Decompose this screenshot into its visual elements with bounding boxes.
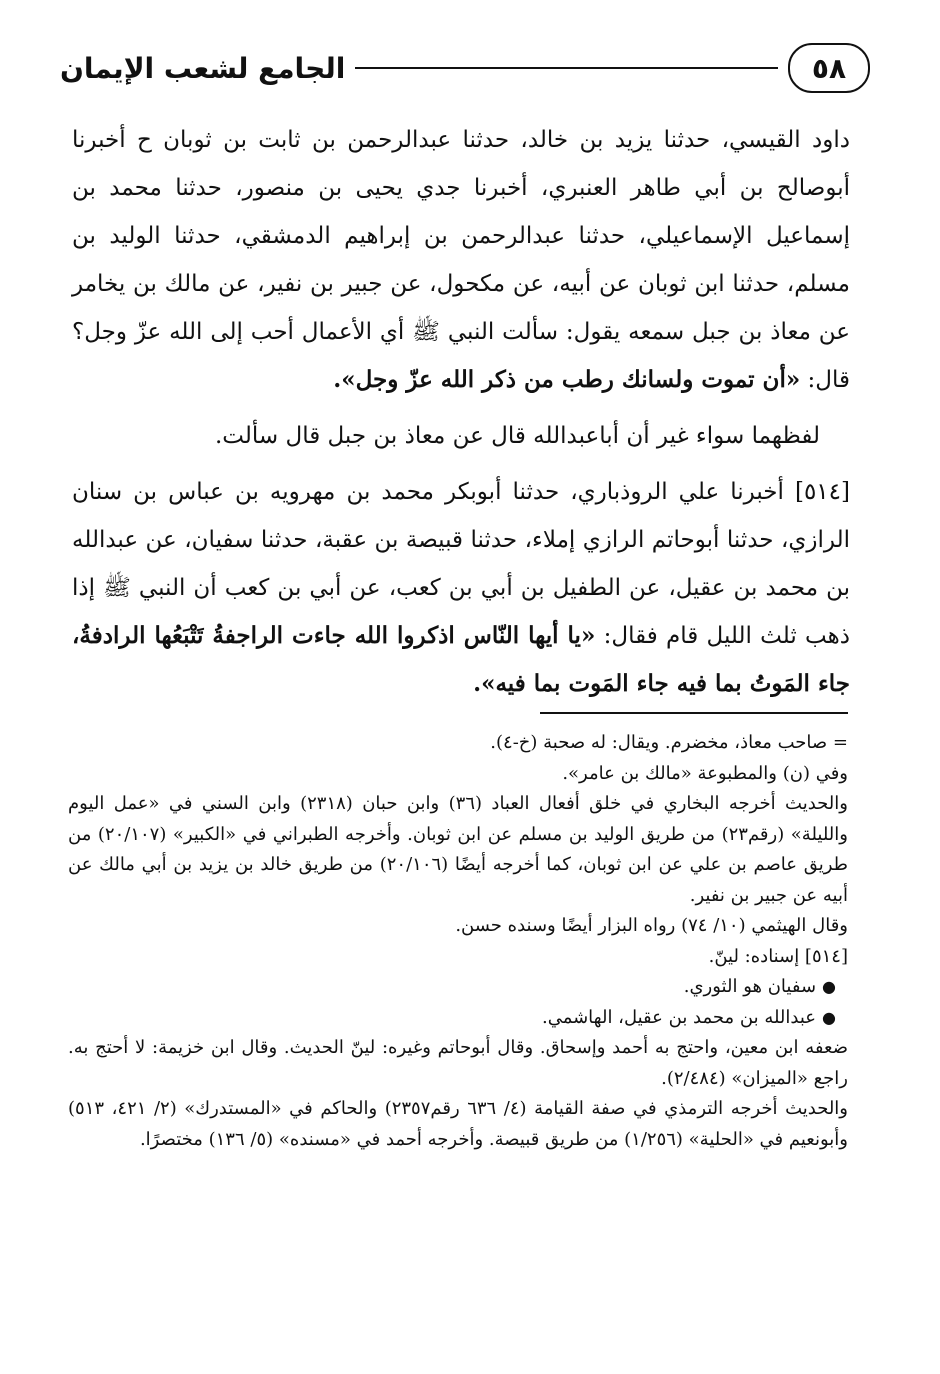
header-rule	[355, 67, 778, 69]
footnote-bullet-item	[68, 972, 848, 1003]
footnote-bullet-text: عبدالله بن محمد بن عقيل، الهاشمي.	[541, 1006, 817, 1028]
footnote-line: ضعفه ابن معين، واحتج به أحمد وإسحاق. وقال أبوحاتم وغيره: لينّ الحديث. وقال ابن خزيمة: لا أحتج به. راجع «الميزان» (٢/٤٨٤).	[68, 1037, 848, 1089]
footnote-bullet-item	[68, 1003, 848, 1034]
footnote-line: والحديث أخرجه البخاري في خلق أفعال العباد (٣٦) وابن حبان (٢٣١٨) وابن السني في «عمل اليوم والليلة» (رقم٢٣) من طريق الوليد بن مسلم عن ابن ثوبان. وأخرجه الطبراني في «الكبير» (٢٠/١٠٧) من طريق عاصم بن علي عن ابن ثوبان، كما أخرجه أيضًا (٢٠/١٠٦) من طريق خالد بن يزيد بن أبي مالك عن أبيه عن جبير بن نفير.	[68, 793, 848, 906]
paragraph-3-text: [٥١٤] أخبرنا علي الروذباري، حدثنا أبوبكر محمد بن مهرويه بن عباس بن سنان الرازي، حدثنا أبوحاتم الرازي إملاء، حدثنا قبيصة بن عقبة، حدثنا سفيان، عن عبدالله بن محمد بن عقيل، عن الطفيل بن أبي بن كعب، عن أبي بن كعب أن النبي ﷺ إذا ذهب ثلث الليل قام فقال:	[72, 479, 851, 649]
bullet-icon: ●	[822, 1007, 836, 1027]
footnote-line: والحديث أخرجه الترمذي في صفة القيامة (٤/ ٦٣٦ رقم٢٣٥٧) والحاكم في «المستدرك» (٢/ ٤٢١، ٥١٣) وأبونعيم في «الحلية» (١/٢٥٦) من طريق قبيصة. وأخرجه أحمد في «مسنده» (٥/ ١٣٦) مختصرًا.	[68, 1098, 849, 1150]
paragraph-1	[72, 116, 850, 404]
page-header	[60, 40, 870, 96]
hadith-quote-2: «يا أيها النّاس اذكروا الله جاءت الراجفةُ تَتْبَعُها الرادفةُ، جاء المَوتُ بما فيه جاء المَوت بما فيه».	[72, 622, 850, 697]
bullet-icon: ●	[822, 977, 836, 996]
footnote-line: = صاحب معاذ، مخضرم. ويقال: له صحبة (خ-٤).	[490, 732, 848, 753]
hadith-quote-1: «أن تموت ولسانك رطب من ذكر الله عزّ وجل».	[333, 366, 801, 393]
paragraph-1-text: داود القيسي، حدثنا يزيد بن خالد، حدثنا عبدالرحمن بن ثابت بن ثوبان ح أخبرنا أبوصالح بن أبي طاهر العنبري، أخبرنا جدي يحيى بن منصور، حدثنا محمد بن إسماعيل الإسماعيلي، حدثنا عبدالرحمن بن إبراهيم الدمشقي، حدثنا الوليد بن مسلم، حدثنا ابن ثوبان عن أبيه، عن مكحول، عن جبير بن نفير، عن مالك بن يخامر عن معاذ بن جبل سمعه يقول: سألت النبي ﷺ أي الأعمال أحب إلى الله عزّ وجل؟ قال:	[72, 127, 850, 393]
paragraph-3	[72, 468, 850, 708]
running-title: الجامع لشعب الإيمان	[60, 51, 346, 85]
page-number: ٥٨	[788, 43, 870, 93]
footnote-bullet-text: سفيان هو الثوري.	[683, 976, 817, 997]
footnotes	[68, 728, 848, 1155]
footnote-separator	[540, 712, 848, 714]
footnote-line: [٥١٤] إسناده: لينّ.	[708, 945, 848, 967]
footnote-line: وفي (ن) والمطبوعة «مالك بن عامر».	[562, 762, 848, 784]
paragraph-2: لفظهما سواء غير أن أباعبدالله قال عن معاذ بن جبل قال سألت.	[214, 423, 820, 449]
main-text	[72, 116, 850, 708]
footnote-line: وقال الهيثمي (١٠/ ٧٤) رواه البزار أيضًا وسنده حسن.	[455, 915, 848, 936]
